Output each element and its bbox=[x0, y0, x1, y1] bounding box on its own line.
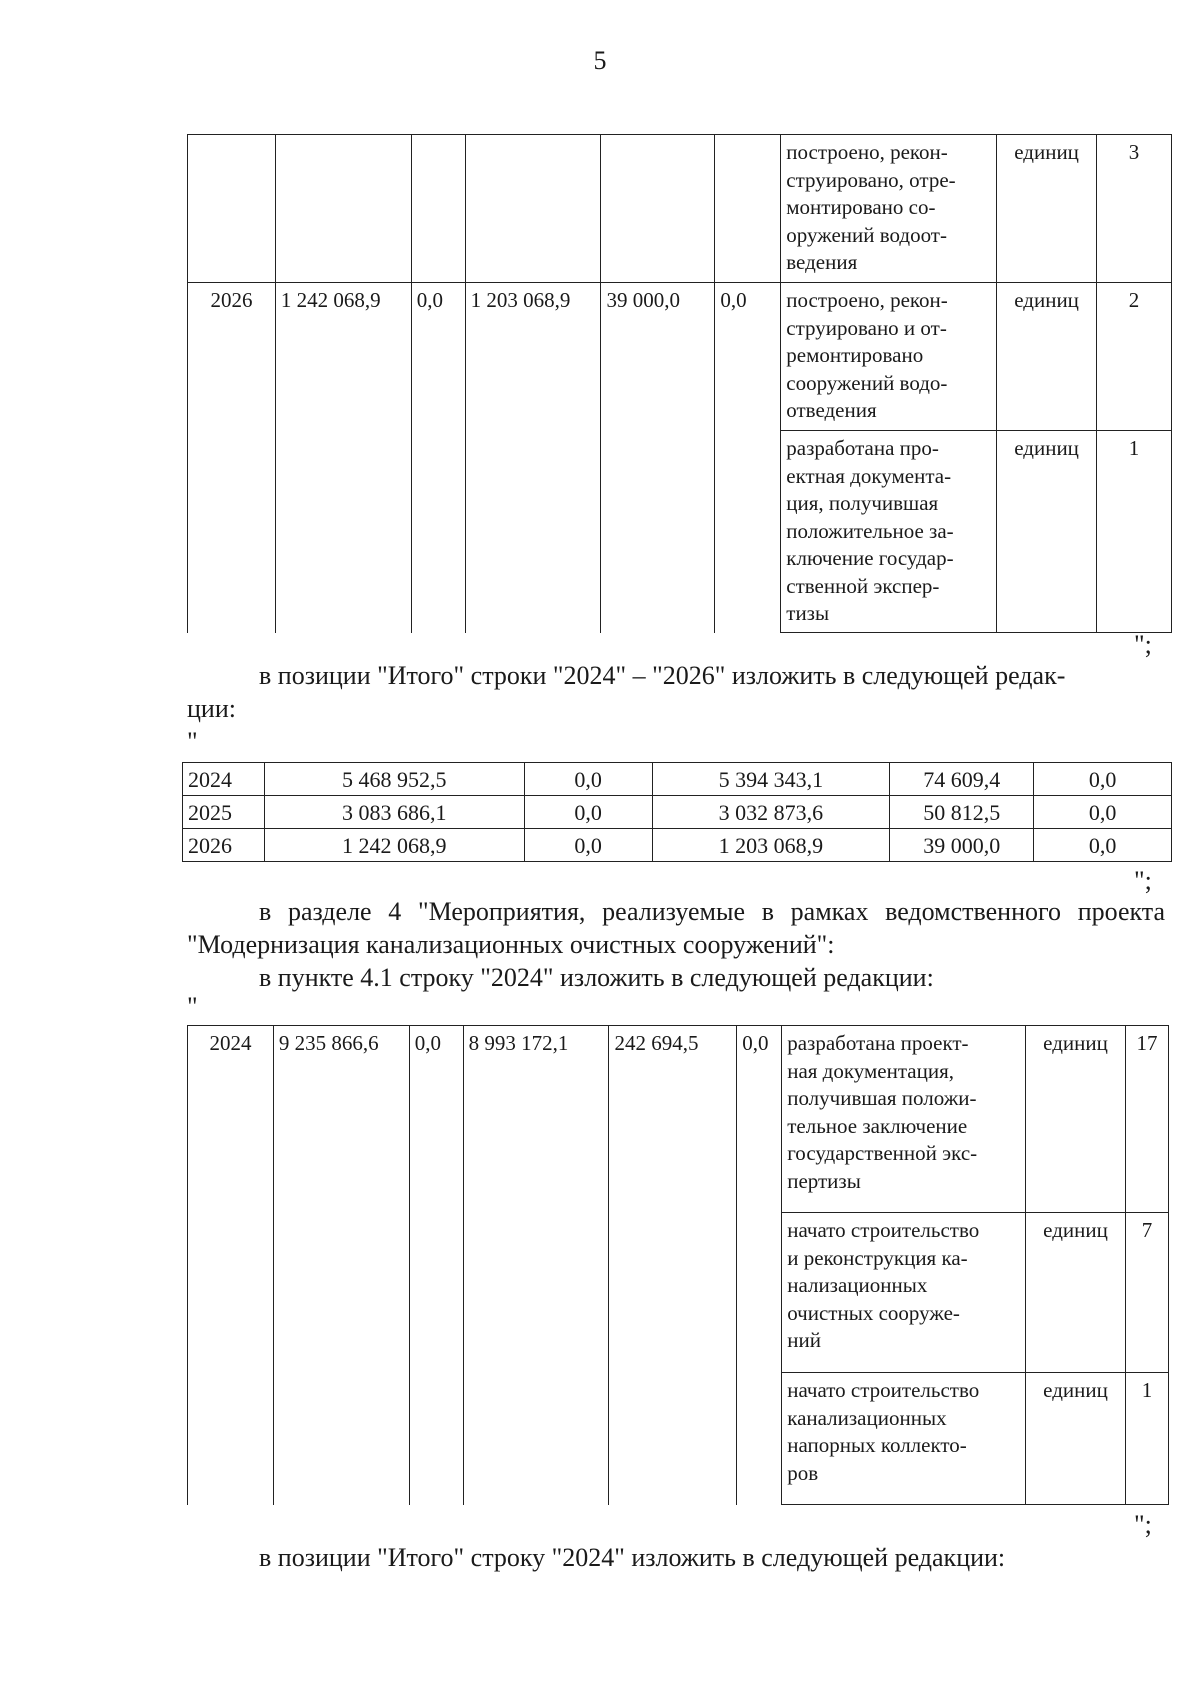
close-quote: "; bbox=[1134, 630, 1152, 659]
cell-local: 39 000,0 bbox=[890, 829, 1034, 862]
cell-year: 2026 bbox=[188, 283, 276, 633]
cell-regional: 1 203 068,9 bbox=[465, 283, 601, 633]
table-row bbox=[183, 763, 1172, 796]
cell-value: 7 bbox=[1125, 1213, 1168, 1373]
open-quote: " bbox=[187, 727, 198, 756]
cell-year: 2026 bbox=[183, 829, 265, 862]
cell-fed: 0,0 bbox=[409, 1026, 463, 1505]
cell-result: разработана про- ектная документа- ция, получившая положительное за- ключение государ- ственной экспер- тизы bbox=[781, 431, 997, 633]
cell-extra-empty bbox=[715, 135, 781, 283]
cell-result: начато строительство и реконструкция ка- нализационных очистных сооруже- ний bbox=[782, 1213, 1026, 1373]
totals-table bbox=[182, 762, 1172, 862]
cell-total: 9 235 866,6 bbox=[273, 1026, 409, 1505]
cell-regional: 5 394 343,1 bbox=[652, 763, 890, 796]
cell-result: построено, рекон- струировано, отре- монтировано со- оружений водоот- ведения bbox=[781, 135, 997, 283]
cell-unit: единиц bbox=[1026, 1373, 1126, 1505]
close-quote: "; bbox=[1134, 866, 1152, 895]
cell-fed: 0,0 bbox=[411, 283, 465, 633]
cell-local: 39 000,0 bbox=[601, 283, 715, 633]
open-quote: " bbox=[187, 992, 198, 1021]
cell-extra: 0,0 bbox=[1034, 829, 1172, 862]
cell-value: 2 bbox=[1097, 283, 1172, 431]
cell-result: разработана проект- ная документация, получившая положи- тельное заключение государственной экс- пертизы bbox=[782, 1026, 1026, 1213]
cell-total: 3 083 686,1 bbox=[264, 796, 524, 829]
cell-value: 1 bbox=[1125, 1373, 1168, 1505]
cell-result: начато строительство канализационных напорных коллекто- ров bbox=[782, 1373, 1026, 1505]
cell-result: построено, рекон- струировано и от- ремонтировано сооружений водо- отведения bbox=[781, 283, 997, 431]
cell-value: 1 bbox=[1097, 431, 1172, 633]
cell-regional: 3 032 873,6 bbox=[652, 796, 890, 829]
cell-unit: единиц bbox=[1026, 1213, 1126, 1373]
cell-local: 74 609,4 bbox=[890, 763, 1034, 796]
cell-local-empty bbox=[601, 135, 715, 283]
cell-extra: 0,0 bbox=[737, 1026, 782, 1505]
cell-extra: 0,0 bbox=[1034, 796, 1172, 829]
cell-extra: 0,0 bbox=[715, 283, 781, 633]
cell-year: 2024 bbox=[183, 763, 265, 796]
instruction-paragraph: в пункте 4.1 строку "2024" изложить в следующей редакции: bbox=[259, 963, 934, 992]
cell-unit: единиц bbox=[1026, 1026, 1126, 1213]
cell-regional: 8 993 172,1 bbox=[463, 1026, 609, 1505]
page-number: 5 bbox=[593, 46, 607, 75]
cell-value: 3 bbox=[1097, 135, 1172, 283]
cell-year: 2024 bbox=[188, 1026, 274, 1505]
table-row bbox=[188, 135, 1172, 283]
cell-unit: единиц bbox=[997, 283, 1097, 431]
cell-value: 17 bbox=[1125, 1026, 1168, 1213]
instruction-paragraph: в позиции "Итого" строки "2024" – "2026" изложить в следующей редак- ции: bbox=[187, 661, 1066, 723]
cell-total: 1 242 068,9 bbox=[275, 283, 411, 633]
cell-year: 2025 bbox=[183, 796, 265, 829]
table-row bbox=[183, 796, 1172, 829]
cell-total-empty bbox=[275, 135, 411, 283]
cell-unit: единиц bbox=[997, 135, 1097, 283]
cell-fed: 0,0 bbox=[524, 829, 652, 862]
table-row bbox=[188, 283, 1172, 431]
table-row bbox=[183, 829, 1172, 862]
table-continuation bbox=[187, 134, 1172, 633]
cell-fed-empty bbox=[411, 135, 465, 283]
cell-local: 50 812,5 bbox=[890, 796, 1034, 829]
cell-regional-empty bbox=[465, 135, 601, 283]
cell-extra: 0,0 bbox=[1034, 763, 1172, 796]
cell-year-empty bbox=[188, 135, 276, 283]
cell-total: 1 242 068,9 bbox=[264, 829, 524, 862]
cell-fed: 0,0 bbox=[524, 763, 652, 796]
instruction-paragraph: в позиции "Итого" строку "2024" изложить в следующей редакции: bbox=[259, 1543, 1006, 1572]
table-row bbox=[188, 1026, 1169, 1213]
instruction-paragraph: в разделе 4 "Мероприятия, реализуемые в рамках ведомственного проекта "Модернизация канализационных очистных сооружений": bbox=[187, 897, 1165, 959]
cell-unit: единиц bbox=[997, 431, 1097, 633]
cell-total: 5 468 952,5 bbox=[264, 763, 524, 796]
cell-local: 242 694,5 bbox=[609, 1026, 737, 1505]
close-quote: "; bbox=[1134, 1510, 1152, 1539]
cell-regional: 1 203 068,9 bbox=[652, 829, 890, 862]
table-point-4-1 bbox=[187, 1025, 1169, 1505]
cell-fed: 0,0 bbox=[524, 796, 652, 829]
